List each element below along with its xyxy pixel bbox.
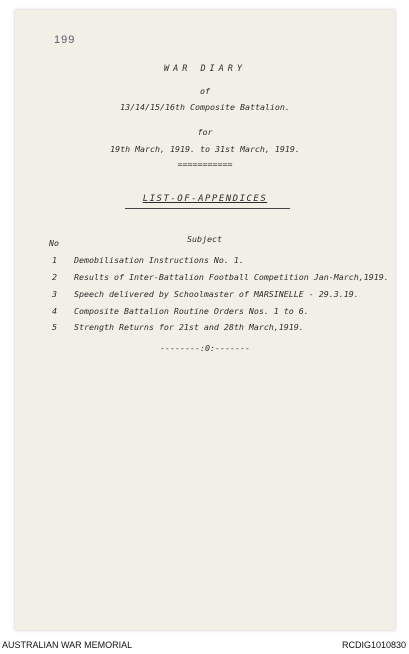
end-mark: --------:0:-------	[160, 343, 250, 353]
for-line: for	[197, 127, 213, 137]
diary-title: WAR DIARY	[163, 64, 247, 74]
appendix-number: 5	[52, 322, 57, 332]
column-header-no: No	[49, 238, 59, 248]
appendices-heading: LIST-OF-APPENDICES	[142, 194, 268, 204]
heading-double-underline	[125, 208, 290, 209]
appendix-number: 4	[52, 306, 57, 316]
of-line: of	[200, 86, 210, 96]
footer-record-id: RCDIG1010830	[341, 640, 406, 650]
footer-source: AUSTRALIAN WAR MEMORIAL	[2, 640, 133, 650]
appendix-subject: Results of Inter-Battalion Football Competition Jan-March,1919.	[74, 272, 389, 282]
appendix-subject: Composite Battalion Routine Orders Nos. 1 to 6.	[74, 306, 309, 316]
appendix-subject: Speech delivered by Schoolmaster of MARSINELLE - 29.3.19.	[74, 289, 359, 299]
folio-number: 199	[54, 34, 76, 46]
appendix-number: 2	[52, 272, 57, 282]
document-page	[15, 10, 395, 630]
column-header-subject: Subject	[187, 234, 222, 244]
appendix-subject: Strength Returns for 21st and 28th March,1919.	[74, 322, 304, 332]
divider-top: ===========	[177, 159, 233, 169]
appendix-subject: Demobilisation Instructions No. 1.	[74, 255, 244, 265]
period-line: 19th March, 1919. to 31st March, 1919.	[110, 144, 300, 154]
unit-name: 13/14/15/16th Composite Battalion.	[120, 102, 290, 112]
appendix-number: 1	[52, 255, 57, 265]
appendix-number: 3	[52, 289, 57, 299]
